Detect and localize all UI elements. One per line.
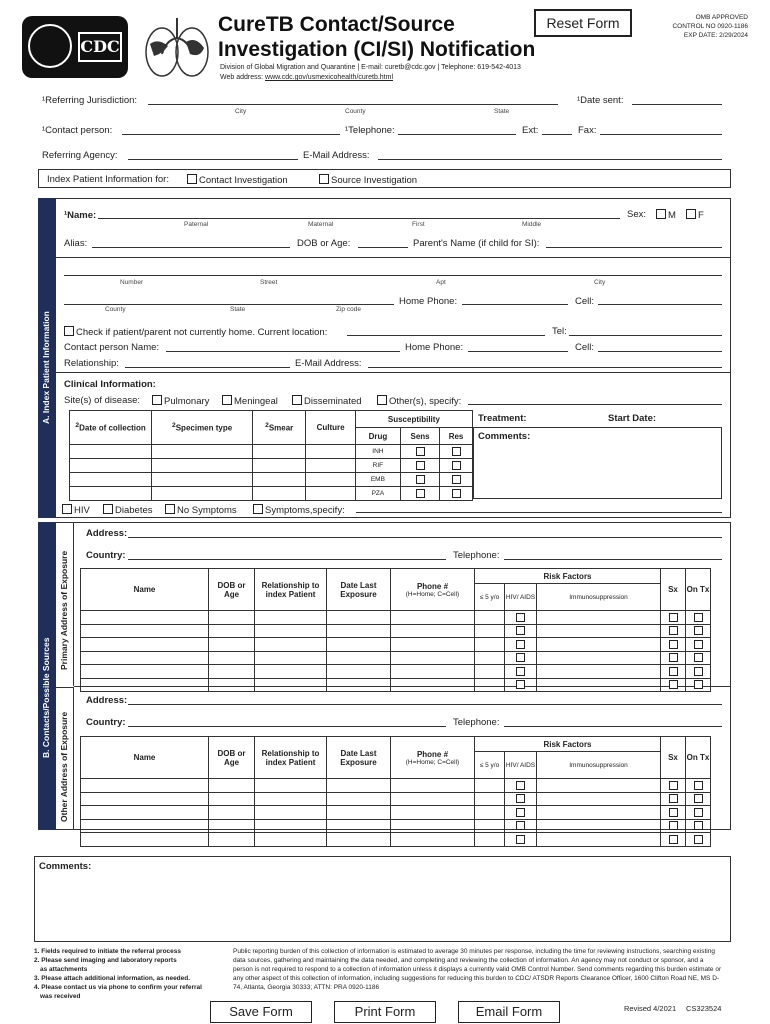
save-form-button[interactable]: Save Form	[210, 1001, 312, 1023]
col-name: Name	[81, 737, 209, 779]
contact-row	[81, 678, 711, 692]
table-row: INH	[70, 445, 473, 459]
no-symptoms-checkbox[interactable]: No Symptoms	[165, 504, 237, 516]
contact-person-field[interactable]	[122, 134, 340, 135]
on-tx-checkbox[interactable]	[694, 835, 703, 844]
referring-agency-field[interactable]	[128, 159, 298, 160]
primary-sidebar	[56, 522, 74, 686]
footnotes: 1. Fields required to initiate the referral process 2. Please send imaging and laboratory reports as attachments 3. Please attach additional information, as needed. 4. Please contact us via phone to confirm your referral was received	[34, 948, 202, 1000]
hiv-checkbox[interactable]: HIV	[62, 504, 90, 516]
relationship-field[interactable]	[125, 367, 290, 368]
omb-approval: OMB APPROVED CONTROL NO 0920-1186 EXP DATE: 2/29/2024	[672, 14, 748, 39]
maternal-caption: Maternal	[308, 221, 334, 228]
others-field[interactable]	[468, 404, 722, 405]
web-address	[220, 74, 393, 81]
sx-checkbox[interactable]	[669, 613, 678, 622]
city-caption: City	[235, 108, 247, 115]
parent-name-field[interactable]	[546, 247, 722, 248]
on-tx-checkbox[interactable]	[694, 808, 703, 817]
web-link[interactable]: www.cdc.gov/usmexicohealth/curetb.html	[265, 74, 394, 81]
contact-row	[81, 833, 711, 847]
emb-res-checkbox[interactable]	[452, 475, 461, 484]
cell-label: Cell:	[575, 296, 595, 307]
sex-label: Sex:	[627, 209, 647, 220]
col-relationship: Relationship to index Patient	[255, 737, 327, 779]
home-phone-2-label: Home Phone:	[405, 342, 464, 353]
apt-caption: Apt	[436, 279, 446, 286]
referring-agency-label: Referring Agency:	[42, 150, 118, 161]
treatment-label: Treatment:	[478, 413, 527, 424]
email-a-field[interactable]	[368, 367, 722, 368]
sx-checkbox[interactable]	[669, 626, 678, 635]
col-hiv: HIV/ AIDS	[505, 752, 537, 779]
hiv-checkbox[interactable]	[516, 835, 525, 844]
tel-field[interactable]	[569, 335, 722, 336]
primary-telephone-label: Telephone:	[453, 550, 500, 561]
other-country-field[interactable]	[128, 726, 446, 727]
revised-date: Revised 4/2021	[624, 1004, 677, 1013]
emb-sens-checkbox[interactable]	[416, 475, 425, 484]
hiv-checkbox[interactable]	[516, 653, 525, 662]
col-susceptibility: Susceptibility	[355, 411, 472, 428]
home-phone-field[interactable]	[462, 304, 568, 305]
col-sx: Sx	[661, 569, 686, 611]
middle-caption: Middle	[522, 221, 542, 228]
sx-checkbox[interactable]	[669, 781, 678, 790]
footer-comments-label: Comments:	[39, 861, 92, 872]
current-location-field[interactable]	[347, 335, 545, 336]
address-line-2-field[interactable]	[64, 304, 394, 305]
contact-row	[81, 792, 711, 806]
other-contacts-table	[80, 736, 711, 847]
fax-label: Fax:	[578, 125, 597, 136]
col-on-tx: On Tx	[686, 569, 711, 611]
other-address-field[interactable]	[128, 704, 722, 705]
date-sent-label: ¹Date sent:	[577, 95, 624, 106]
primary-telephone-field[interactable]	[504, 559, 722, 560]
section-b-sidebar	[38, 522, 56, 830]
hiv-checkbox[interactable]	[516, 613, 525, 622]
number-caption: Number	[120, 279, 144, 286]
clinical-info-title: Clinical Information:	[64, 379, 156, 390]
section-b-title: B. Contacts/Possible Sources	[41, 637, 51, 758]
contact-row	[81, 779, 711, 793]
referring-jurisdiction-field[interactable]	[148, 104, 558, 105]
col-drug: Drug	[355, 428, 400, 445]
ext-field[interactable]	[542, 134, 572, 135]
other-sidebar	[56, 687, 74, 830]
sx-checkbox[interactable]	[669, 640, 678, 649]
index-info-label: Index Patient Information for:	[47, 174, 169, 185]
primary-address-title: Primary Address of Exposure	[59, 550, 69, 670]
home-phone-label: Home Phone:	[399, 296, 458, 307]
date-sent-field[interactable]	[632, 104, 722, 105]
contact-row	[81, 638, 711, 652]
hiv-checkbox[interactable]	[516, 794, 525, 803]
primary-address-label: Address:	[86, 528, 128, 539]
col-culture: Culture	[306, 411, 355, 445]
on-tx-checkbox[interactable]	[694, 794, 703, 803]
section-a-sidebar	[38, 198, 56, 518]
primary-contacts-table	[80, 568, 711, 692]
email-form-button[interactable]: Email Form	[458, 1001, 560, 1023]
contact-row	[81, 819, 711, 833]
pza-res-checkbox[interactable]	[452, 489, 461, 498]
other-country-label: Country:	[86, 717, 126, 728]
col-dob: DOB or Age	[209, 737, 255, 779]
state-caption: State	[494, 108, 510, 115]
contact-investigation-checkbox[interactable]: Contact Investigation	[187, 174, 288, 186]
contact-person-name-field[interactable]	[166, 351, 400, 352]
name-field[interactable]	[98, 218, 620, 219]
zip-caption: Zip code	[336, 306, 361, 313]
col-res: Res	[440, 428, 473, 445]
on-tx-checkbox[interactable]	[694, 653, 703, 662]
col-specimen: $^2$Specimen type	[152, 411, 253, 445]
dob-field[interactable]	[358, 247, 408, 248]
form-title: CureTB Contact/Source Investigation (CI/SI) Notification	[218, 13, 536, 61]
col-relationship: Relationship to index Patient	[255, 569, 327, 611]
hiv-checkbox[interactable]	[516, 640, 525, 649]
hhs-seal-icon	[28, 24, 72, 68]
referring-jurisdiction-label: ¹Referring Jurisdiction:	[42, 95, 138, 106]
col-sx: Sx	[661, 737, 686, 779]
ext-label: Ext:	[522, 125, 539, 136]
home-phone-2-field[interactable]	[468, 351, 568, 352]
alias-label: Alias:	[64, 238, 88, 249]
contact-row	[81, 806, 711, 820]
county-caption-a: County	[105, 306, 126, 313]
other-address-title: Other Address of Exposure	[59, 711, 69, 822]
address-line-1-field[interactable]	[64, 275, 722, 276]
sex-f-checkbox[interactable]: F	[686, 209, 704, 221]
on-tx-checkbox[interactable]	[694, 821, 703, 830]
disseminated-checkbox[interactable]: Disseminated	[292, 395, 362, 407]
pulmonary-checkbox[interactable]: Pulmonary	[152, 395, 209, 407]
source-investigation-checkbox[interactable]: Source Investigation	[319, 174, 417, 186]
hiv-checkbox[interactable]	[516, 781, 525, 790]
globe-lungs-icon	[142, 14, 212, 80]
divider	[56, 257, 731, 258]
telephone-field[interactable]	[398, 134, 516, 135]
first-caption: First	[412, 221, 425, 228]
contact-row	[81, 611, 711, 625]
name-label: ¹Name:	[64, 210, 97, 221]
col-risk-factors: Risk Factors	[475, 569, 661, 584]
col-last-exposure: Date Last Exposure	[327, 737, 391, 779]
col-dob: DOB or Age	[209, 569, 255, 611]
email-field[interactable]	[378, 159, 722, 160]
contact-row	[81, 624, 711, 638]
contact-person-name-label: Contact person Name:	[64, 342, 160, 353]
section-a-title: A. Index Patient Information	[41, 311, 51, 424]
comments-box[interactable]	[34, 856, 731, 942]
start-date-label: Start Date:	[608, 413, 657, 424]
sx-checkbox[interactable]	[669, 808, 678, 817]
col-smear: $^2$Smear	[252, 411, 305, 445]
email-a-label: E-Mail Address:	[295, 358, 362, 369]
telephone-label: ¹Telephone:	[345, 125, 395, 136]
table-row: PZA	[70, 487, 473, 501]
cell-2-label: Cell:	[575, 342, 595, 353]
sx-checkbox[interactable]	[669, 794, 678, 803]
sites-label: Site(s) of disease:	[64, 395, 141, 406]
sex-m-checkbox[interactable]: M	[656, 209, 676, 221]
rif-sens-checkbox[interactable]	[416, 461, 425, 470]
parent-name-label: Parent's Name (if child for SI):	[413, 238, 540, 249]
col-on-tx: On Tx	[686, 737, 711, 779]
col-risk-factors: Risk Factors	[475, 737, 661, 752]
comments-label: Comments:	[478, 431, 531, 442]
symptoms-field[interactable]	[356, 512, 722, 513]
symptoms-checkbox[interactable]: Symptoms,specify:	[253, 504, 345, 516]
not-home-checkbox[interactable]: Check if patient/parent not currently home. Current location:	[64, 326, 327, 338]
on-tx-checkbox[interactable]	[694, 781, 703, 790]
fax-field[interactable]	[600, 134, 722, 135]
other-address-label: Address:	[86, 695, 128, 706]
table-row: RIF	[70, 459, 473, 473]
street-caption: Street	[260, 279, 278, 286]
contact-row	[81, 665, 711, 679]
cell-2-field[interactable]	[598, 351, 722, 352]
state-caption-a: State	[230, 306, 246, 313]
cdc-logo: CDC	[22, 16, 128, 78]
paternal-caption: Paternal	[184, 221, 209, 228]
hiv-checkbox[interactable]	[516, 626, 525, 635]
sx-checkbox[interactable]	[669, 680, 678, 689]
col-last-exposure: Date Last Exposure	[327, 569, 391, 611]
sx-checkbox[interactable]	[669, 835, 678, 844]
contact-person-label: ¹Contact person:	[42, 125, 113, 136]
diabetes-checkbox[interactable]: Diabetes	[103, 504, 153, 516]
division-line: Division of Global Migration and Quarantine | E-mail: curetb@cdc.gov | Telephone: 619-542-4013	[220, 64, 521, 71]
table-row: EMB	[70, 473, 473, 487]
county-caption: County	[345, 108, 366, 115]
treatment-comments-box[interactable]	[473, 427, 722, 499]
sx-checkbox[interactable]	[669, 821, 678, 830]
col-phone: Phone # (H=Home; C=Cell)	[391, 737, 475, 779]
pza-sens-checkbox[interactable]	[416, 489, 425, 498]
sx-checkbox[interactable]	[669, 667, 678, 676]
primary-country-label: Country:	[86, 550, 126, 561]
on-tx-checkbox[interactable]	[694, 626, 703, 635]
burden-statement: Public reporting burden of this collection of information is estimated to average 30 minutes per response, including the time for reviewing instructions, searching existing data sources, gathering and maintaining the data needed, and completing and reviewing the collection of information. An agency may not conduct or sponsor, and a person is not required to respond to a collection of information unless it displays a currently valid OMB Control Number. Send comments regarding this burden estimate or any other aspect of this collection of information, including suggestions for reducing this burden to CDC/ ATSDR Reports Clearance Officer, 1600 Clifton Road NE, MS D-74, Atlanta, Georgia 30333; ATTN: PRA 0920-1186	[233, 948, 722, 991]
col-le5: ≤ 5 y/o	[475, 584, 505, 611]
reset-form-button[interactable]: Reset Form	[534, 9, 632, 37]
col-name: Name	[81, 569, 209, 611]
on-tx-checkbox[interactable]	[694, 667, 703, 676]
other-telephone-field[interactable]	[504, 726, 722, 727]
on-tx-checkbox[interactable]	[694, 640, 703, 649]
dob-label: DOB or Age:	[297, 238, 351, 249]
col-le5: ≤ 5 y/o	[475, 752, 505, 779]
divider	[56, 372, 731, 373]
primary-country-field[interactable]	[128, 559, 446, 560]
form-code: CS323524	[686, 1004, 722, 1013]
web-label: Web address:	[220, 74, 264, 81]
hiv-checkbox[interactable]	[516, 808, 525, 817]
hiv-checkbox[interactable]	[516, 680, 525, 689]
col-phone: Phone # (H=Home; C=Cell)	[391, 569, 475, 611]
cell-field[interactable]	[598, 304, 722, 305]
tel-label: Tel:	[552, 326, 567, 337]
others-checkbox[interactable]: Other(s), specify:	[377, 395, 461, 407]
specimen-table	[69, 410, 473, 501]
other-telephone-label: Telephone:	[453, 717, 500, 728]
alias-field[interactable]	[92, 247, 290, 248]
inh-res-checkbox[interactable]	[452, 447, 461, 456]
city-caption-a: City	[594, 279, 606, 286]
col-immuno: Immunosuppression	[537, 584, 661, 611]
hiv-checkbox[interactable]	[516, 667, 525, 676]
primary-address-field[interactable]	[128, 537, 722, 538]
meningeal-checkbox[interactable]: Meningeal	[222, 395, 278, 407]
sx-checkbox[interactable]	[669, 653, 678, 662]
col-immuno: Immunosuppression	[537, 752, 661, 779]
index-patient-info-for	[38, 169, 731, 188]
relationship-label: Relationship:	[64, 358, 119, 369]
col-sens: Sens	[401, 428, 440, 445]
contact-row	[81, 651, 711, 665]
on-tx-checkbox[interactable]	[694, 613, 703, 622]
on-tx-checkbox[interactable]	[694, 680, 703, 689]
print-form-button[interactable]: Print Form	[334, 1001, 436, 1023]
email-label: E-Mail Address:	[303, 150, 370, 161]
hiv-checkbox[interactable]	[516, 821, 525, 830]
col-hiv: HIV/ AIDS	[505, 584, 537, 611]
inh-sens-checkbox[interactable]	[416, 447, 425, 456]
rif-res-checkbox[interactable]	[452, 461, 461, 470]
col-date: $^2$Date of collection	[70, 411, 152, 445]
